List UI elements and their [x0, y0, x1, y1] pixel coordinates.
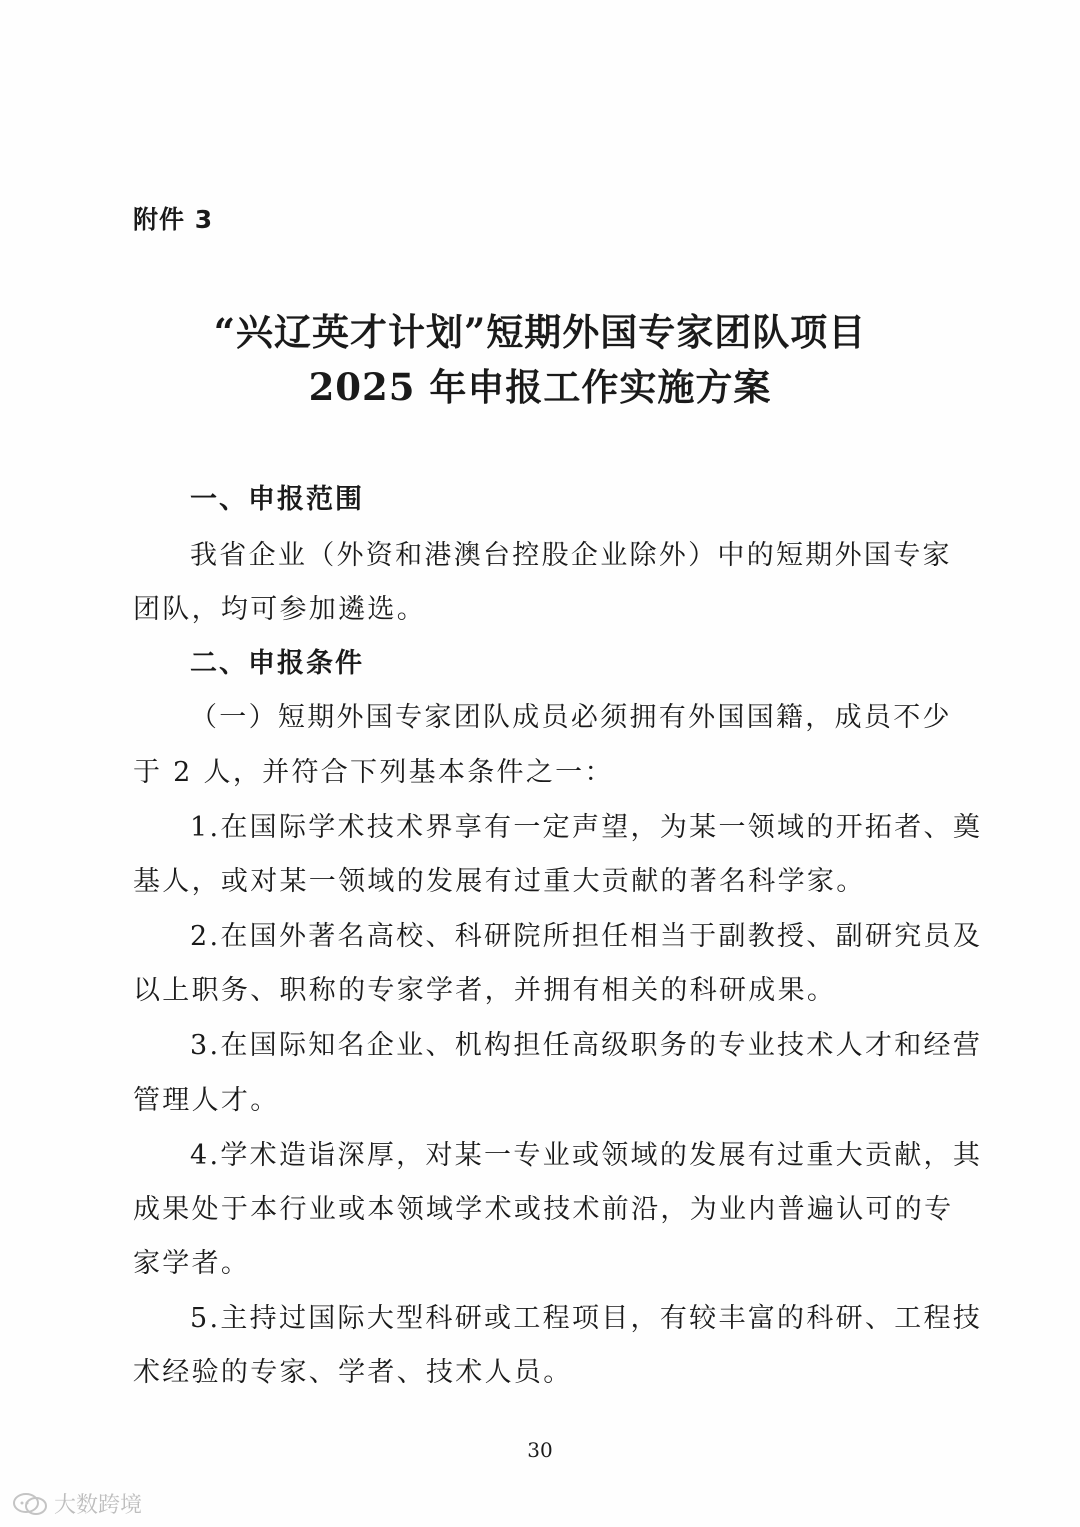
section-heading-scope: 一、申报范围 [190, 484, 364, 515]
watermark [12, 1488, 142, 1519]
document-title-line-2: 2025 年申报工作实施方案 [308, 365, 772, 409]
page-number: 30 [527, 1438, 553, 1462]
list-item-line: 5.主持过国际大型科研或工程项目，有较丰富的科研、工程技 [190, 1303, 983, 1334]
list-item-line: 1.在国际学术技术界享有一定声望，为某一领域的开拓者、奠 [190, 812, 983, 843]
section-heading-conditions: 二、申报条件 [190, 648, 364, 679]
list-item-line: 家学者。 [133, 1248, 251, 1279]
list-item-line: 基人，或对某一领域的发展有过重大贡献的著名科学家。 [133, 866, 866, 897]
paragraph-line: 于 2 人，并符合下列基本条件之一： [133, 757, 614, 788]
list-item-line: 成果处于本行业或本领域学术或技术前沿，为业内普遍认可的专 [133, 1194, 954, 1225]
list-item-line: 术经验的专家、学者、技术人员。 [133, 1357, 573, 1388]
watermark-text: 大数跨境 [54, 1493, 143, 1518]
list-item-line: 2.在国外著名高校、科研院所担任相当于副教授、副研究员及 [190, 921, 983, 952]
paragraph-line: 我省企业（外资和港澳台控股企业除外）中的短期外国专家 [190, 540, 952, 571]
document-title-line-1: “兴辽英才计划”短期外国专家团队项目 [213, 310, 867, 354]
list-item-line: 以上职务、职称的专家学者，并拥有相关的科研成果。 [133, 975, 837, 1006]
paragraph-line: （一）短期外国专家团队成员必须拥有外国国籍，成员不少 [190, 702, 952, 733]
list-item-line: 3.在国际知名企业、机构担任高级职务的专业技术人才和经营 [190, 1030, 983, 1061]
attachment-label: 附件 3 [133, 205, 214, 234]
paragraph-line: 团队，均可参加遴选。 [133, 594, 426, 625]
list-item-line: 4.学术造诣深厚，对某一专业或领域的发展有过重大贡献，其 [190, 1140, 983, 1171]
list-item-line: 管理人才。 [133, 1085, 280, 1116]
chat-bubble-icon [12, 1491, 48, 1517]
